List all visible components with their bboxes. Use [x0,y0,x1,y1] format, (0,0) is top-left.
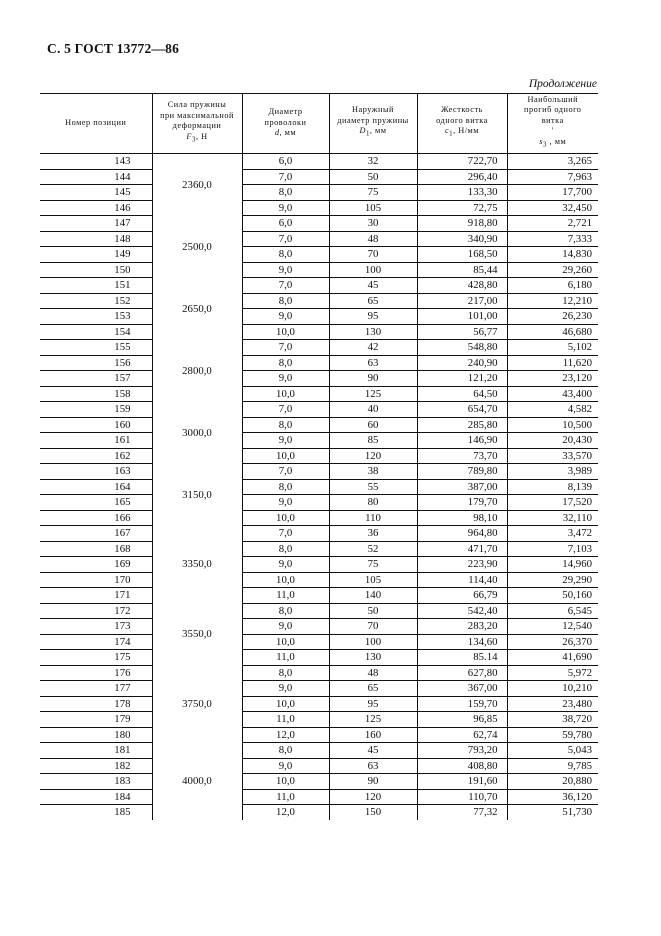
wire-diameter-cell: 9,0 [242,200,329,216]
deflection-cell: 20,880 [507,774,598,790]
position-cell: 169 [40,557,152,573]
col-header-force: Сила пружины при максимальной деформации $F_3$, Н [152,93,242,154]
wire-diameter-cell: 8,0 [242,541,329,557]
table-row [40,603,598,619]
wire-diameter-cell: 7,0 [242,278,329,294]
stiffness-cell: 548,80 [417,340,507,356]
table-row [40,495,598,511]
table-row [40,696,598,712]
stiffness-cell: 179,70 [417,495,507,511]
stiffness-cell: 283,20 [417,619,507,635]
wire-diameter-cell: 11,0 [242,712,329,728]
table-row [40,479,598,495]
position-cell: 174 [40,634,152,650]
position-cell: 176 [40,665,152,681]
position-cell: 150 [40,262,152,278]
deflection-cell: 17,520 [507,495,598,511]
wire-diameter-cell: 12,0 [276,806,295,819]
table-row [40,805,598,820]
col-header-stiffness: Жесткость одного витка $c_1$, Н/мм [417,93,507,154]
force-cell: 2800,0 [152,340,242,402]
outer-diameter-cell: 90 [329,774,417,790]
table-row [40,510,598,526]
table-row [40,371,598,387]
stiffness-cell: 408,80 [417,758,507,774]
deflection-cell: 32,450 [507,200,598,216]
wire-diameter-cell: 9,0 [242,371,329,387]
outer-diameter-cell: 40 [329,402,417,418]
wire-diameter-cell: 7,0 [242,231,329,247]
wire-diameter-cell: 11,0 [242,650,329,666]
wire-diameter-cell: 9,0 [242,758,329,774]
force-cell: 3000,0 [152,402,242,464]
position-cell: 181 [40,743,152,759]
table-row [40,588,598,604]
outer-diameter-cell: 32 [329,154,417,170]
force-cell: 2500,0 [152,216,242,278]
stiffness-cell: 101,00 [417,309,507,325]
deflection-cell: 29,260 [507,262,598,278]
deflection-cell: 5,972 [507,665,598,681]
position-cell: 170 [40,572,152,588]
outer-diameter-cell: 52 [329,541,417,557]
position-cell: 156 [40,355,152,371]
stiffness-cell: 191,60 [417,774,507,790]
position-cell: 166 [40,510,152,526]
position-cell: 160 [40,417,152,433]
position-cell: 168 [40,541,152,557]
position-cell: 182 [40,758,152,774]
stiffness-cell: 133,30 [417,185,507,201]
wire-diameter-cell: 8,0 [242,293,329,309]
outer-diameter-cell: 85 [329,433,417,449]
deflection-cell: 17,700 [507,185,598,201]
outer-diameter-cell: 80 [329,495,417,511]
outer-diameter-cell: 42 [329,340,417,356]
wire-diameter-cell: 10,0 [242,386,329,402]
outer-diameter-cell: 65 [329,293,417,309]
wire-diameter-cell: 10,0 [242,634,329,650]
deflection-cell: 29,290 [507,572,598,588]
table-row [40,557,598,573]
table-row [40,355,598,371]
force-cell: 3350,0 [152,526,242,604]
table-row [40,758,598,774]
position-cell: 162 [40,448,152,464]
wire-diameter-cell: 7,0 [242,169,329,185]
stiffness-cell: 85,44 [417,262,507,278]
position-cell: 143 [40,154,152,170]
table-row [40,231,598,247]
deflection-cell: 23,480 [507,696,598,712]
table-row [40,774,598,790]
deflection-cell: 50,160 [507,588,598,604]
force-cell: 3550,0 [152,603,242,665]
outer-diameter-cell: 36 [329,526,417,542]
deflection-cell: 33,570 [507,448,598,464]
deflection-cell: 26,370 [507,634,598,650]
table-row [40,216,598,232]
stiffness-cell: 542,40 [417,603,507,619]
wire-diameter-cell: 9,0 [242,433,329,449]
table-row [40,309,598,325]
wire-diameter-cell: 10,0 [242,448,329,464]
table-row [40,448,598,464]
table-row [40,402,598,418]
wire-diameter-cell: 10,0 [242,696,329,712]
stiffness-cell: 96,85 [417,712,507,728]
outer-diameter-cell: 105 [329,572,417,588]
spring-data-table [40,93,598,820]
col-header-wire-diameter: Диаметр проволоки d, мм [242,93,329,154]
outer-diameter-cell: 60 [329,417,417,433]
outer-diameter-cell: 45 [329,278,417,294]
position-cell: 178 [40,696,152,712]
table-row [40,247,598,263]
position-cell: 184 [40,789,152,805]
deflection-cell: 10,500 [507,417,598,433]
deflection-cell: 5,043 [507,743,598,759]
wire-diameter-cell: 8,0 [242,417,329,433]
outer-diameter-cell: 150 [329,805,417,820]
position-cell: 152 [40,293,152,309]
position-cell: 149 [40,247,152,263]
stiffness-cell: 918,80 [417,216,507,232]
deflection-cell: 38,720 [507,712,598,728]
table-header-row [40,93,598,154]
position-cell: 179 [40,712,152,728]
position-cell: 173 [40,619,152,635]
outer-diameter-cell: 48 [329,231,417,247]
outer-diameter-cell: 55 [329,479,417,495]
deflection-cell: 23,120 [507,371,598,387]
deflection-cell: 14,830 [507,247,598,263]
outer-diameter-cell: 90 [329,371,417,387]
force-cell: 2360,0 [152,154,242,216]
outer-diameter-cell: 70 [329,247,417,263]
table-row [40,278,598,294]
deflection-cell: 5,102 [507,340,598,356]
deflection-cell: 6,545 [507,603,598,619]
table-row [40,572,598,588]
stiffness-cell: 98,10 [417,510,507,526]
table-row [40,727,598,743]
stiffness-cell: 223,90 [417,557,507,573]
table-row [40,526,598,542]
wire-diameter-cell: 9,0 [242,619,329,635]
position-cell: 146 [40,200,152,216]
deflection-cell: 7,103 [507,541,598,557]
wire-diameter-cell: 7,0 [242,402,329,418]
table-row [40,712,598,728]
outer-diameter-cell: 30 [329,216,417,232]
position-cell: 147 [40,216,152,232]
wire-diameter-cell: 9,0 [242,681,329,697]
outer-diameter-cell: 63 [329,355,417,371]
position-cell: 164 [40,479,152,495]
table-row [40,743,598,759]
stiffness-cell: 146,90 [417,433,507,449]
position-cell: 165 [40,495,152,511]
stiffness-cell: 471,70 [417,541,507,557]
position-cell: 163 [40,464,152,480]
deflection-cell: 51,730 [507,805,598,820]
stiffness-cell: 66,79 [417,588,507,604]
table-row [40,464,598,480]
col-header-position: Номер позиции [40,93,152,154]
deflection-cell: 11,620 [507,355,598,371]
outer-diameter-cell: 70 [329,619,417,635]
position-cell: 144 [40,169,152,185]
position-cell: 158 [40,386,152,402]
table-row [40,324,598,340]
outer-diameter-cell: 45 [329,743,417,759]
force-cell: 4000,0 [152,743,242,820]
stiffness-cell: 64,50 [417,386,507,402]
table-body [40,154,598,820]
wire-diameter-cell: 8,0 [242,355,329,371]
table-row [40,665,598,681]
wire-diameter-cell: 8,0 [242,665,329,681]
deflection-cell: 7,333 [507,231,598,247]
outer-diameter-cell: 75 [329,185,417,201]
stiffness-cell: 114,40 [417,572,507,588]
wire-diameter-cell: 6,0 [242,216,329,232]
deflection-cell: 2,721 [507,216,598,232]
wire-diameter-cell: 8,0 [242,479,329,495]
outer-diameter-cell: 120 [329,448,417,464]
position-cell: 171 [40,588,152,604]
position-cell: 155 [40,340,152,356]
outer-diameter-cell: 120 [329,789,417,805]
stiffness-cell: 134,60 [417,634,507,650]
deflection-cell: 8,139 [507,479,598,495]
stiffness-cell: 789,80 [417,464,507,480]
deflection-cell: 26,230 [507,309,598,325]
outer-diameter-cell: 125 [329,386,417,402]
wire-diameter-cell: 12,0 [242,727,329,743]
stiffness-cell: 159,70 [417,696,507,712]
stiffness-cell: 285,80 [417,417,507,433]
table-row [40,541,598,557]
outer-diameter-cell: 38 [329,464,417,480]
stiffness-cell: 367,00 [417,681,507,697]
table-row [40,293,598,309]
table-row [40,789,598,805]
stiffness-cell: 240,90 [417,355,507,371]
stiffness-cell: 340,90 [417,231,507,247]
wire-diameter-cell: 10,0 [242,324,329,340]
page-header: С. 5 ГОСТ 13772—86 [47,41,180,56]
outer-diameter-cell: 50 [329,603,417,619]
stiffness-cell: 722,70 [417,154,507,170]
table-row [40,433,598,449]
deflection-cell: 9,785 [507,758,598,774]
force-cell: 2650,0 [152,278,242,340]
outer-diameter-cell: 50 [329,169,417,185]
wire-diameter-cell: 9,0 [242,262,329,278]
stiffness-cell: 62,74 [417,727,507,743]
outer-diameter-cell: 100 [329,262,417,278]
outer-diameter-cell: 110 [329,510,417,526]
table-row [40,681,598,697]
wire-diameter-cell: 8,0 [242,185,329,201]
position-cell: 148 [40,231,152,247]
table-row [40,262,598,278]
position-cell: 180 [40,727,152,743]
outer-diameter-cell: 100 [329,634,417,650]
wire-diameter-cell: 10,0 [242,774,329,790]
position-cell: 159 [40,402,152,418]
deflection-cell: 14,960 [507,557,598,573]
stiffness-cell: 964,80 [417,526,507,542]
wire-diameter-cell: 9,0 [242,557,329,573]
deflection-cell: 12,210 [507,293,598,309]
continuation-label: Продолжение [528,78,597,90]
wire-diameter-cell: 7,0 [242,340,329,356]
outer-diameter-cell: 140 [329,588,417,604]
outer-diameter-cell: 95 [329,696,417,712]
outer-diameter-cell: 48 [329,665,417,681]
stiffness-cell: 56,77 [417,324,507,340]
force-cell: 3750,0 [152,665,242,743]
position-cell: 185 [114,806,131,819]
outer-diameter-cell: 95 [329,309,417,325]
position-cell: 145 [40,185,152,201]
table-row [40,619,598,635]
spring-table [40,93,598,820]
outer-diameter-cell: 130 [329,324,417,340]
deflection-cell: 41,690 [507,650,598,666]
stiffness-cell: 73,70 [417,448,507,464]
stiffness-cell: 72,75 [417,200,507,216]
position-cell: 151 [40,278,152,294]
wire-diameter-cell: 8,0 [242,743,329,759]
table-row [40,185,598,201]
position-cell: 172 [40,603,152,619]
outer-diameter-cell: 105 [329,200,417,216]
deflection-cell: 3,989 [507,464,598,480]
table-row [40,634,598,650]
col-header-outer-diameter: Наружный диаметр пружины $D_1$, мм [329,93,417,154]
deflection-cell: 59,780 [507,727,598,743]
wire-diameter-cell: 8,0 [242,603,329,619]
table-row [40,169,598,185]
stiffness-cell: 654,70 [417,402,507,418]
outer-diameter-cell: 160 [329,727,417,743]
stiffness-cell: 77,32 [473,806,498,819]
deflection-cell: 43,400 [507,386,598,402]
wire-diameter-cell: 10,0 [242,572,329,588]
stiffness-cell: 387,00 [417,479,507,495]
table-row [40,386,598,402]
outer-diameter-cell: 130 [329,650,417,666]
position-cell: 157 [40,371,152,387]
deflection-cell: 20,430 [507,433,598,449]
outer-diameter-cell: 65 [329,681,417,697]
wire-diameter-cell: 11,0 [242,789,329,805]
wire-diameter-cell: 9,0 [242,309,329,325]
table-row [40,417,598,433]
position-cell: 175 [40,650,152,666]
wire-diameter-cell: 7,0 [242,526,329,542]
stiffness-cell: 121,20 [417,371,507,387]
outer-diameter-cell: 75 [329,557,417,573]
stiffness-cell: 168,50 [417,247,507,263]
deflection-cell: 36,120 [507,789,598,805]
position-cell: 161 [40,433,152,449]
wire-diameter-cell: 9,0 [242,495,329,511]
stiffness-cell: 85.14 [417,650,507,666]
col-header-max-deflection: Наибольший прогиб одного витка ' $s_3$ , мм [507,93,598,154]
outer-diameter-cell: 63 [329,758,417,774]
force-cell: 3150,0 [152,464,242,526]
table-row [40,154,598,170]
table-row [40,340,598,356]
deflection-cell: 4,582 [507,402,598,418]
position-cell: 167 [40,526,152,542]
deflection-cell: 10,210 [507,681,598,697]
position-cell: 177 [40,681,152,697]
position-cell: 153 [40,309,152,325]
stiffness-cell: 793,20 [417,743,507,759]
table-row [40,650,598,666]
outer-diameter-cell: 125 [329,712,417,728]
stiffness-cell: 428,80 [417,278,507,294]
deflection-cell: 32,110 [507,510,598,526]
position-cell: 183 [40,774,152,790]
wire-diameter-cell: 7,0 [242,464,329,480]
deflection-cell: 3,472 [507,526,598,542]
deflection-cell: 3,265 [507,154,598,170]
wire-diameter-cell: 11,0 [242,588,329,604]
stiffness-cell: 217,00 [417,293,507,309]
stiffness-cell: 627,80 [417,665,507,681]
deflection-cell: 46,680 [507,324,598,340]
table-row [40,200,598,216]
deflection-cell: 7,963 [507,169,598,185]
stiffness-cell: 296,40 [417,169,507,185]
wire-diameter-cell: 10,0 [242,510,329,526]
wire-diameter-cell: 8,0 [242,247,329,263]
deflection-cell: 12,540 [507,619,598,635]
deflection-cell: 6,180 [507,278,598,294]
position-cell: 154 [40,324,152,340]
wire-diameter-cell: 6,0 [242,154,329,170]
stiffness-cell: 110,70 [417,789,507,805]
